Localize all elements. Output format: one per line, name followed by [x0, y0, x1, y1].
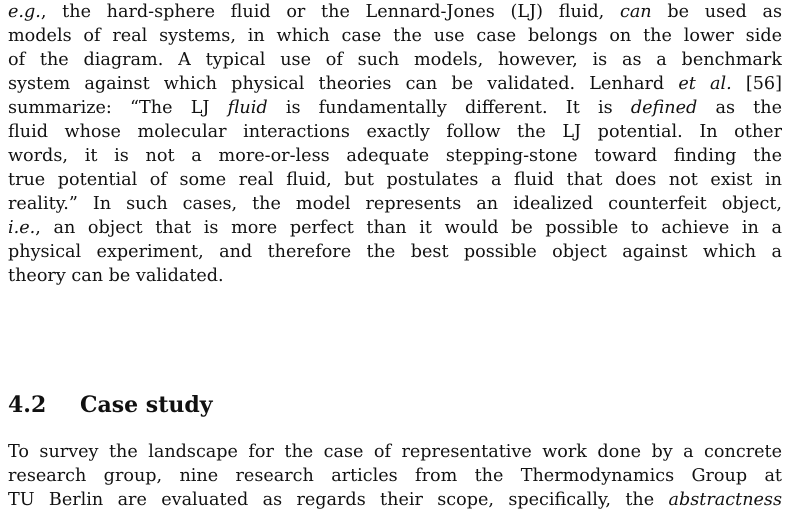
text-run: summarize: “The LJ: [8, 98, 228, 118]
text-run: , the hard-sphere fluid or the Lennard-Jones (LJ) fluid,: [40, 2, 620, 22]
text-run: theory can be validated.: [8, 266, 224, 286]
paragraph-case-study: [8, 440, 782, 512]
text-run: true potential of some real fluid, but postulates a fluid that does not exist in: [8, 170, 782, 190]
text-line: [8, 440, 782, 464]
italic-text: abstractness: [668, 490, 782, 510]
text-line: [8, 216, 782, 240]
italic-text: can: [619, 2, 652, 22]
section-number: 4.2: [8, 392, 47, 418]
italic-text: i.e.: [8, 218, 36, 238]
text-line: [8, 264, 782, 288]
text-run: system against which physical theories can be validated. Lenhard: [8, 74, 679, 94]
text-run: , an object that is more perfect than it would be possible to achieve in a: [35, 218, 782, 238]
text-line: [8, 168, 782, 192]
text-run: is fundamentally different. It is: [267, 98, 631, 118]
text-line: [8, 0, 782, 24]
text-line: [8, 144, 782, 168]
text-run: research group, nine research articles from the Thermodynamics Group at: [8, 466, 782, 486]
section-title: Case study: [80, 392, 213, 418]
text-run: To survey the landscape for the case of representative work done by a concrete: [8, 442, 782, 462]
italic-text: fluid: [227, 98, 268, 118]
italic-text: defined: [630, 98, 698, 118]
text-run: TU Berlin are evaluated as regards their scope, specifically, the: [8, 490, 669, 510]
text-run: be used as: [651, 2, 782, 22]
text-line: [8, 72, 782, 96]
text-line: [8, 192, 782, 216]
text-run: physical experiment, and therefore the best possible object against which a: [8, 242, 782, 262]
text-run: fluid whose molecular interactions exactly follow the LJ potential. In other: [8, 122, 782, 142]
paragraph-lj-fluid: [8, 0, 782, 288]
section-heading: [8, 388, 213, 422]
text-line: [8, 240, 782, 264]
text-run: of the diagram. A typical use of such models, however, is as a benchmark: [8, 50, 782, 70]
text-line: [8, 24, 782, 48]
text-run: words, it is not a more-or-less adequate stepping-stone toward finding the: [8, 146, 782, 166]
text-run: [56]: [731, 74, 782, 94]
text-line: [8, 488, 782, 512]
text-run: reality.” In such cases, the model represents an idealized counterfeit object,: [8, 194, 782, 214]
text-line: [8, 48, 782, 72]
text-run: models of real systems, in which case the use case belongs on the lower side: [8, 26, 782, 46]
text-line: [8, 464, 782, 488]
italic-text: e.g.: [8, 2, 41, 22]
text-line: [8, 120, 782, 144]
text-line: [8, 96, 782, 120]
italic-text: et al.: [678, 74, 732, 94]
text-run: as the: [697, 98, 782, 118]
